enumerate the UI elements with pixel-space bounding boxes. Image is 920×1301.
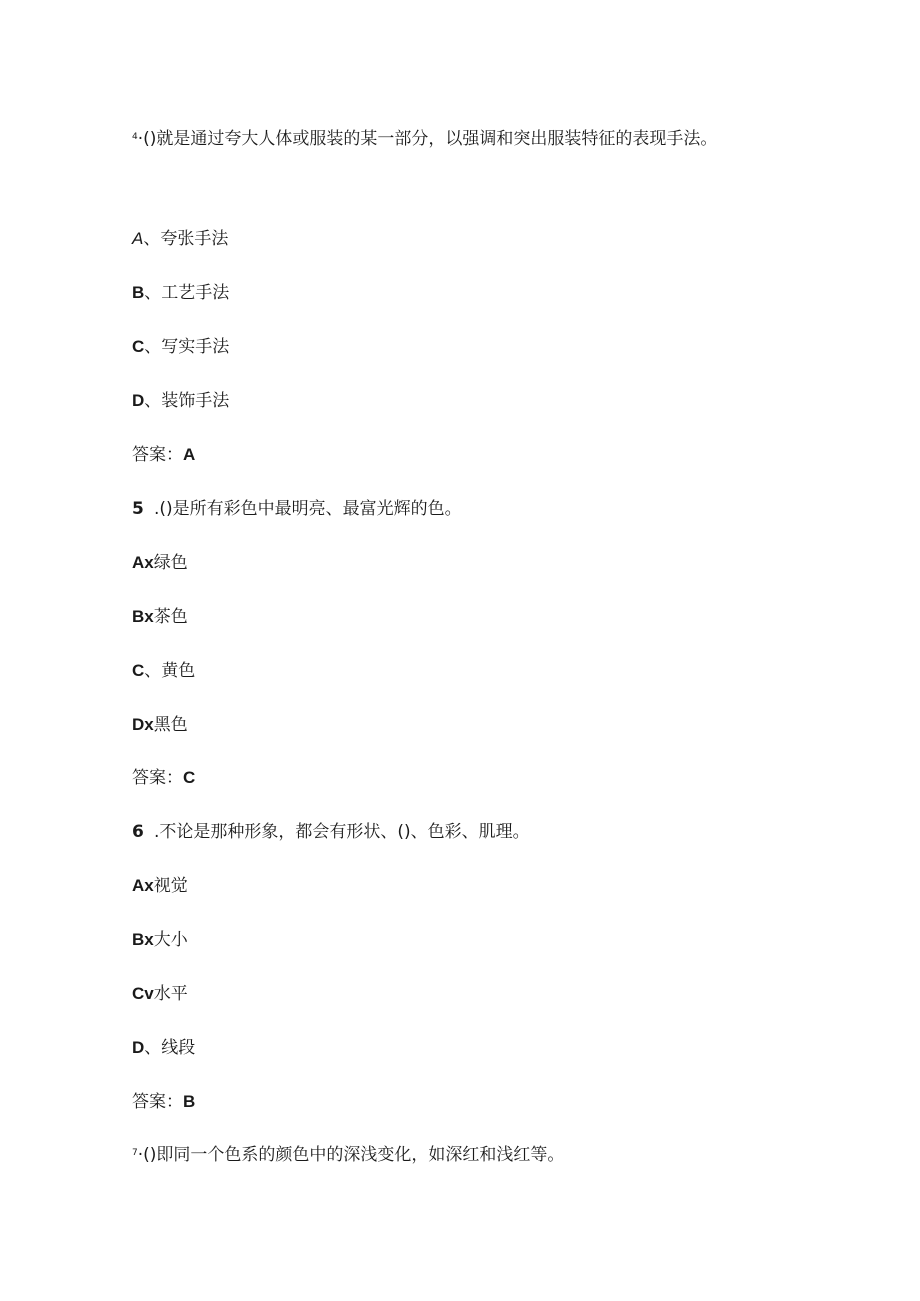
question-text: ()即同一个色系的颜色中的深浅变化，如深红和浅红等。 bbox=[143, 1145, 565, 1165]
option-d bbox=[132, 1037, 195, 1059]
option-c bbox=[132, 660, 195, 682]
option-text: 工艺手法 bbox=[161, 283, 230, 303]
answer-line bbox=[132, 1091, 195, 1113]
option-d bbox=[132, 390, 229, 412]
option-separator: 、 bbox=[144, 283, 162, 303]
option-text: 绿色 bbox=[153, 553, 188, 573]
answer-label: 答案： bbox=[132, 445, 183, 465]
option-letter: Dx bbox=[132, 715, 154, 734]
option-letter: D bbox=[132, 1038, 145, 1057]
question-text: ()是所有彩色中最明亮、最富光辉的色。 bbox=[159, 499, 462, 519]
question-6-stem bbox=[132, 821, 530, 843]
option-letter: C bbox=[132, 337, 145, 356]
option-b bbox=[132, 929, 188, 951]
question-prefix: · bbox=[137, 129, 144, 149]
option-letter: Bx bbox=[132, 607, 154, 626]
answer-line bbox=[132, 767, 195, 789]
option-letter: C bbox=[132, 661, 145, 680]
option-b bbox=[132, 282, 229, 304]
option-text: 大小 bbox=[153, 930, 188, 950]
option-text: 黄色 bbox=[161, 661, 196, 681]
question-number: 5 bbox=[132, 499, 144, 519]
option-letter: Ax bbox=[132, 553, 154, 572]
option-letter: Cv bbox=[132, 984, 154, 1003]
question-number: 6 bbox=[132, 822, 144, 842]
option-separator: 、 bbox=[144, 337, 162, 357]
option-separator: 、 bbox=[144, 661, 162, 681]
option-a bbox=[132, 875, 188, 897]
option-d bbox=[132, 714, 188, 736]
option-c bbox=[132, 336, 229, 358]
option-letter: Ax bbox=[132, 876, 154, 895]
question-text: 不论是那种形象，都会有形状、()、色彩、肌理。 bbox=[159, 822, 530, 842]
answer-value: B bbox=[183, 1092, 196, 1111]
option-c bbox=[132, 983, 188, 1005]
option-a bbox=[132, 552, 188, 574]
option-text: 视觉 bbox=[153, 876, 188, 896]
question-prefix: . bbox=[154, 822, 160, 842]
question-number: 7 bbox=[132, 1148, 138, 1158]
option-text: 黑色 bbox=[153, 715, 188, 735]
option-letter: B bbox=[132, 283, 145, 302]
option-a bbox=[132, 228, 228, 250]
question-text: ()就是通过夸大人体或服装的某一部分，以强调和突出服装特征的表现手法。 bbox=[143, 129, 718, 149]
answer-line bbox=[132, 444, 195, 466]
answer-label: 答案： bbox=[132, 1092, 183, 1112]
answer-value: A bbox=[183, 445, 196, 464]
option-b bbox=[132, 606, 188, 628]
option-text: 水平 bbox=[153, 984, 188, 1004]
question-4-stem bbox=[132, 128, 717, 150]
option-letter: D bbox=[132, 391, 145, 410]
option-text: 装饰手法 bbox=[161, 391, 230, 411]
question-prefix: · bbox=[137, 1145, 144, 1165]
question-5-stem bbox=[132, 498, 462, 520]
option-text: 茶色 bbox=[153, 607, 188, 627]
option-separator: 、 bbox=[143, 229, 161, 249]
option-separator: 、 bbox=[144, 1038, 162, 1058]
question-prefix: . bbox=[154, 499, 160, 519]
option-separator: 、 bbox=[144, 391, 162, 411]
option-text: 写实手法 bbox=[161, 337, 230, 357]
question-number: 4 bbox=[132, 132, 138, 142]
question-7-stem bbox=[132, 1144, 564, 1166]
option-text: 线段 bbox=[161, 1038, 196, 1058]
answer-value: C bbox=[183, 768, 196, 787]
answer-label: 答案： bbox=[132, 768, 183, 788]
option-letter: A bbox=[132, 229, 144, 248]
option-text: 夸张手法 bbox=[160, 229, 229, 249]
option-letter: Bx bbox=[132, 930, 154, 949]
